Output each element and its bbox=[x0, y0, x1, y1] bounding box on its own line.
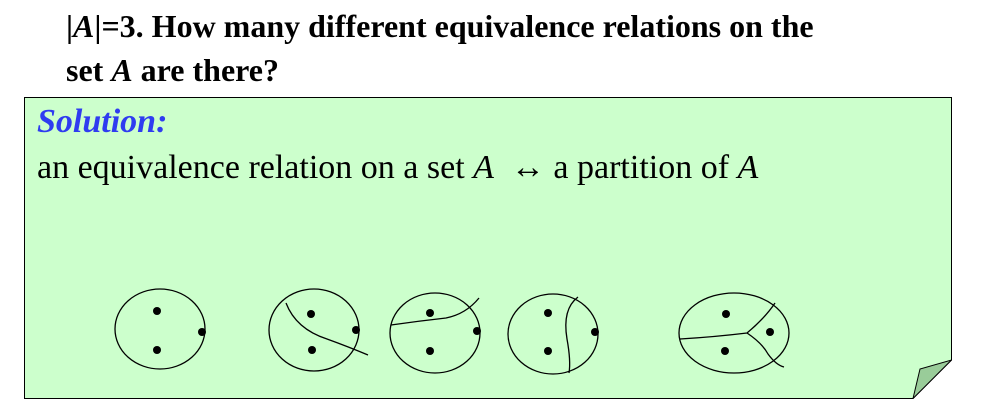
question-line2-prefix: set bbox=[66, 52, 104, 88]
set-cardinality: |A| bbox=[66, 8, 102, 44]
question-line2-suffix: are there? bbox=[140, 52, 279, 88]
partition-diagrams bbox=[24, 97, 952, 399]
statement-set-symbol: A bbox=[473, 149, 494, 186]
solution-heading: Solution: bbox=[37, 103, 168, 140]
partition-two-blocks-c bbox=[508, 294, 599, 374]
statement-middle: a partition of bbox=[553, 149, 730, 186]
solution-note bbox=[24, 97, 952, 399]
partition-two-blocks-a bbox=[269, 289, 368, 371]
question-text bbox=[66, 4, 966, 92]
question-set-symbol: A bbox=[111, 52, 133, 88]
iff-arrow-icon: ↔ bbox=[510, 149, 545, 186]
partition-three-blocks bbox=[679, 293, 789, 373]
question-line1-rest: =3. How many different equivalence relations on the bbox=[101, 8, 814, 44]
statement-set-symbol-2: A bbox=[737, 149, 759, 186]
statement-prefix: an equivalence relation on a set bbox=[37, 149, 465, 186]
partition-single-block bbox=[115, 289, 206, 369]
partition-two-blocks-b bbox=[390, 293, 481, 373]
